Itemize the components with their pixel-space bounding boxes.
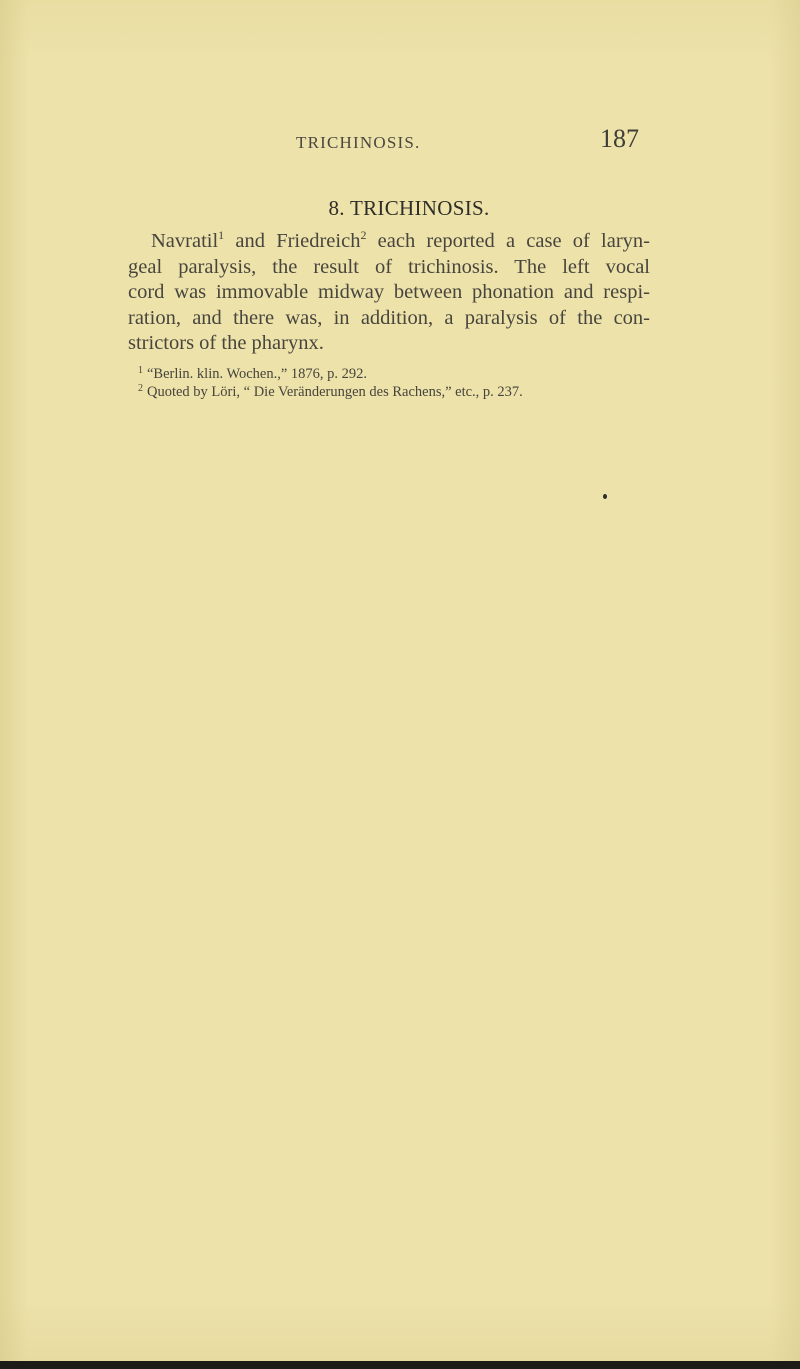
footnote-marker: 1 — [138, 365, 143, 376]
footnote-ref-1: 1 — [218, 228, 225, 242]
body-paragraph — [128, 229, 650, 357]
footnote-marker: 2 — [138, 382, 143, 394]
author-friedreich: and Friedreich — [224, 230, 361, 252]
scan-edge-bar — [0, 1361, 800, 1369]
paragraph-line-2: geal paralysis, the result of trichinosis. The left vocal — [128, 255, 650, 278]
footnote-1 — [138, 366, 658, 384]
footnotes — [138, 366, 658, 401]
paragraph-line-1 — [128, 229, 650, 255]
paragraph-line-5: strictors of the pharynx. — [128, 332, 324, 355]
paragraph-line-1-rest: each reported a case of laryn- — [366, 230, 650, 252]
paragraph-line-4: ration, and there was, in addition, a paralysis of the con- — [128, 306, 650, 329]
page-number: 187 — [600, 124, 639, 153]
running-head: TRICHINOSIS. — [296, 133, 421, 152]
footnote-2 — [138, 384, 658, 402]
footnote-text: Quoted by Löri, “ Die Veränderungen des Rachens,” etc., p. 237. — [147, 383, 523, 400]
footnote-text: “Berlin. klin. Wochen.,” 1876, p. 292. — [147, 366, 368, 382]
ink-speck — [603, 494, 607, 499]
section-heading: 8. TRICHINOSIS. — [328, 196, 490, 220]
footnote-ref-2: 2 — [360, 228, 367, 242]
author-navratil: Navratil — [151, 230, 219, 252]
paragraph-line-3: cord was immovable midway between phonation and respi- — [128, 281, 650, 304]
